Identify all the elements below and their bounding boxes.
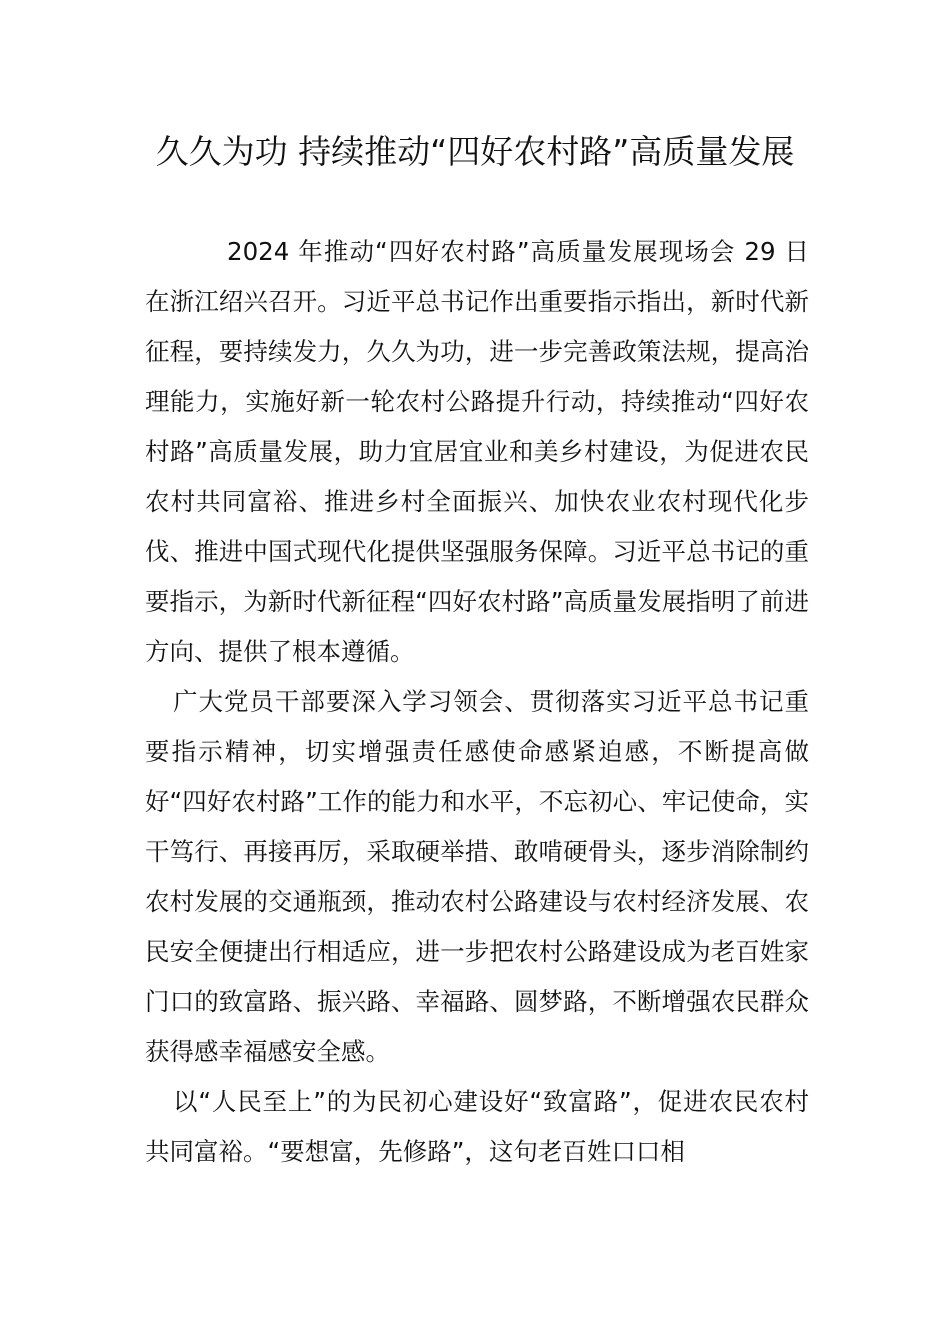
paragraph-1: 2024 年推动“四好农村路”高质量发展现场会 29 日在浙江绍兴召开。习近平总书记作出重要指示指出，新时代新征程，要持续发力，久久为功，进一步完善政策法规，提高治理能力，实施好新一轮农村公路提升行动，持续推动“四好农村路”高质量发展，助力宜居宜业和美乡村建设，为促进农民农村共同富裕、推进乡村全面振兴、加快农业农村现代化步伐、推进中国式现代化提供坚强服务保障。习近平总书记的重要指示，为新时代新征程“四好农村路”高质量发展指明了前进方向、提供了根本遵循。 — [145, 237, 809, 666]
document-title: 久久为功 持续推动“四好农村路”高质量发展 — [155, 132, 795, 171]
paragraph-2: 广大党员干部要深入学习领会、贯彻落实习近平总书记重要指示精神，切实增强责任感使命感紧迫感，不断提高做好“四好农村路”工作的能力和水平，不忘初心、牢记使命，实干笃行、再接再厉，采取硬举措、敢啃硬骨头，逐步消除制约农村发展的交通瓶颈，推动农村公路建设与农村经济发展、农民安全便捷出行相适应，进一步把农村公路建设成为老百姓家门口的致富路、振兴路、幸福路、圆梦路，不断增强农民群众获得感幸福感安全感。 — [145, 687, 809, 1066]
paragraph-3: 以“人民至上”的为民初心建设好“致富路”，促进农民农村共同富裕。“要想富，先修路”，这句老百姓口口相 — [145, 1087, 809, 1166]
document-body — [145, 227, 809, 1177]
